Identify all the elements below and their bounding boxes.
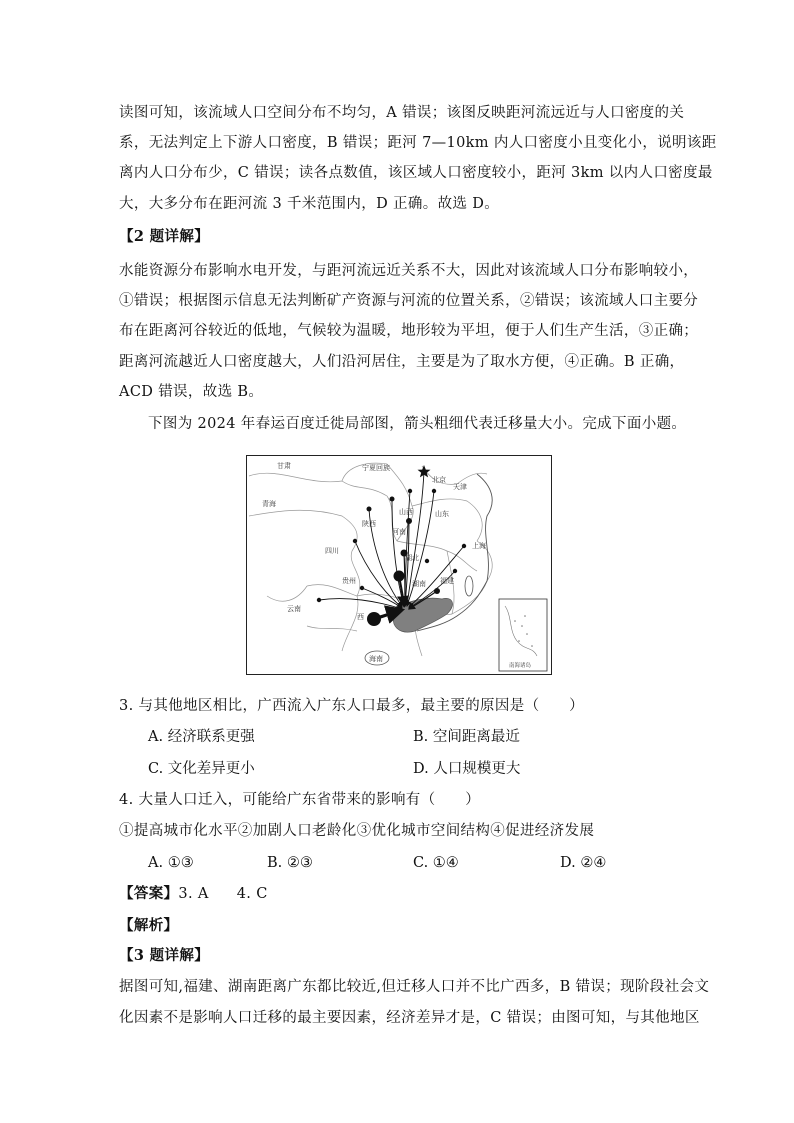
paragraph2-line: 水能资源分布影响水电开发，与距河流远近关系不大，因此对该流域人口分布影响较小， bbox=[119, 263, 699, 279]
label-yunnan: 云南 bbox=[287, 605, 301, 613]
label-tianjin: 天津 bbox=[453, 483, 467, 491]
paragraph3-line: 据图可知,福建、湖南距离广东都比较近,但迁移人口并不比广西多，B 错误；现阶段社会文 bbox=[119, 979, 710, 995]
guangdong-region bbox=[393, 598, 452, 632]
q3-heading: 【3 题详解】 bbox=[119, 947, 210, 964]
province-boundaries bbox=[249, 463, 492, 656]
label-fujian: 福建 bbox=[440, 577, 454, 585]
label-shaanxi: 陕西 bbox=[362, 520, 376, 528]
taiwan-island bbox=[465, 576, 473, 596]
answer-label: 【答案】 bbox=[119, 885, 179, 902]
q4-option-d: D. ②④ bbox=[560, 855, 607, 871]
answer-q3: 3. A bbox=[178, 886, 209, 902]
figure-intro: 下图为 2024 年春运百度迁徙局部图，箭头粗细代表迁移量大小。完成下面小题。 bbox=[148, 416, 687, 432]
label-sichuan: 四川 bbox=[325, 547, 339, 555]
paragraph1-line: 离内人口分布少，C 错误；读各点数值，该区域人口密度较小，距河 3km 以内人口密度最 bbox=[119, 165, 713, 181]
label-inset: 南海诸岛 bbox=[509, 663, 532, 669]
answer-q4: 4. C bbox=[236, 886, 268, 902]
q4-option-a: A. ①③ bbox=[148, 855, 194, 871]
q4-option-c: C. ①④ bbox=[413, 855, 459, 871]
q3-option-d: D. 人口规模更大 bbox=[413, 761, 521, 777]
migration-arrows bbox=[319, 471, 464, 619]
q4-option-b: B. ②③ bbox=[267, 855, 313, 871]
label-guangxi: 西 bbox=[357, 613, 364, 621]
label-guizhou: 贵州 bbox=[342, 577, 356, 585]
q2-heading: 【2 题详解】 bbox=[119, 228, 210, 245]
q4-statements: ①提高城市化水平②加剧人口老龄化③优化城市空间结构④促进经济发展 bbox=[119, 823, 595, 839]
label-hubei: 湖北 bbox=[405, 554, 419, 562]
label-hunan: 湖南 bbox=[412, 580, 426, 588]
label-shanxi: 山西 bbox=[399, 508, 413, 516]
label-gansu: 甘肃 bbox=[277, 462, 291, 470]
q3-option-a: A. 经济联系更强 bbox=[148, 729, 255, 745]
q3-option-c: C. 文化差异更小 bbox=[148, 761, 255, 777]
paragraph2-line: 距离河流越近人口密度越大，人们沿河居住，主要是为了取水方便，④正确。B 正确， bbox=[119, 354, 685, 370]
migration-map-svg bbox=[247, 456, 551, 674]
label-beijing: 北京 bbox=[432, 476, 446, 484]
q3-stem: 3. 与其他地区相比，广西流入广东人口最多，最主要的原因是（ ） bbox=[119, 698, 584, 714]
label-ningxia: 宁夏回族 bbox=[362, 464, 390, 472]
label-shandong: 山东 bbox=[435, 510, 449, 518]
analysis-label: 【解析】 bbox=[119, 917, 179, 934]
paragraph2-line: ACD 错误，故选 B。 bbox=[119, 384, 264, 400]
q3-option-b: B. 空间距离最近 bbox=[413, 729, 520, 745]
answer-line bbox=[119, 884, 268, 904]
paragraph1-line: 系，无法判定上下游人口密度，B 错误；距河 7—10km 内人口密度小且变化小，说明该距 bbox=[119, 135, 717, 151]
label-hainan: 海南 bbox=[369, 655, 383, 663]
label-shanghai: 上海 bbox=[472, 542, 486, 550]
label-henan: 河南 bbox=[392, 528, 406, 536]
paragraph2-line: ①错误；根据图示信息无法判断矿产资源与河流的位置关系，②错误；该流域人口主要分 bbox=[119, 293, 699, 309]
paragraph1-line: 大，大多分布在距河流 3 千米范围内，D 正确。故选 D。 bbox=[119, 196, 500, 212]
migration-map bbox=[246, 455, 552, 675]
paragraph3-line: 化因素不是影响人口迁移的最主要因素，经济差异才是，C 错误；由图可知，与其他地区 bbox=[119, 1010, 700, 1026]
q4-stem: 4. 大量人口迁入，可能给广东省带来的影响有（ ） bbox=[119, 792, 481, 808]
paragraph1-line: 读图可知，该流域人口空间分布不均匀，A 错误；该图反映距河流远近与人口密度的关 bbox=[119, 105, 685, 121]
label-qinghai: 青海 bbox=[262, 500, 276, 508]
paragraph2-line: 布在距离河谷较近的低地，气候较为温暖，地形较为平坦，便于人们生产生活，③正确； bbox=[119, 323, 699, 339]
inset-map bbox=[499, 599, 547, 671]
